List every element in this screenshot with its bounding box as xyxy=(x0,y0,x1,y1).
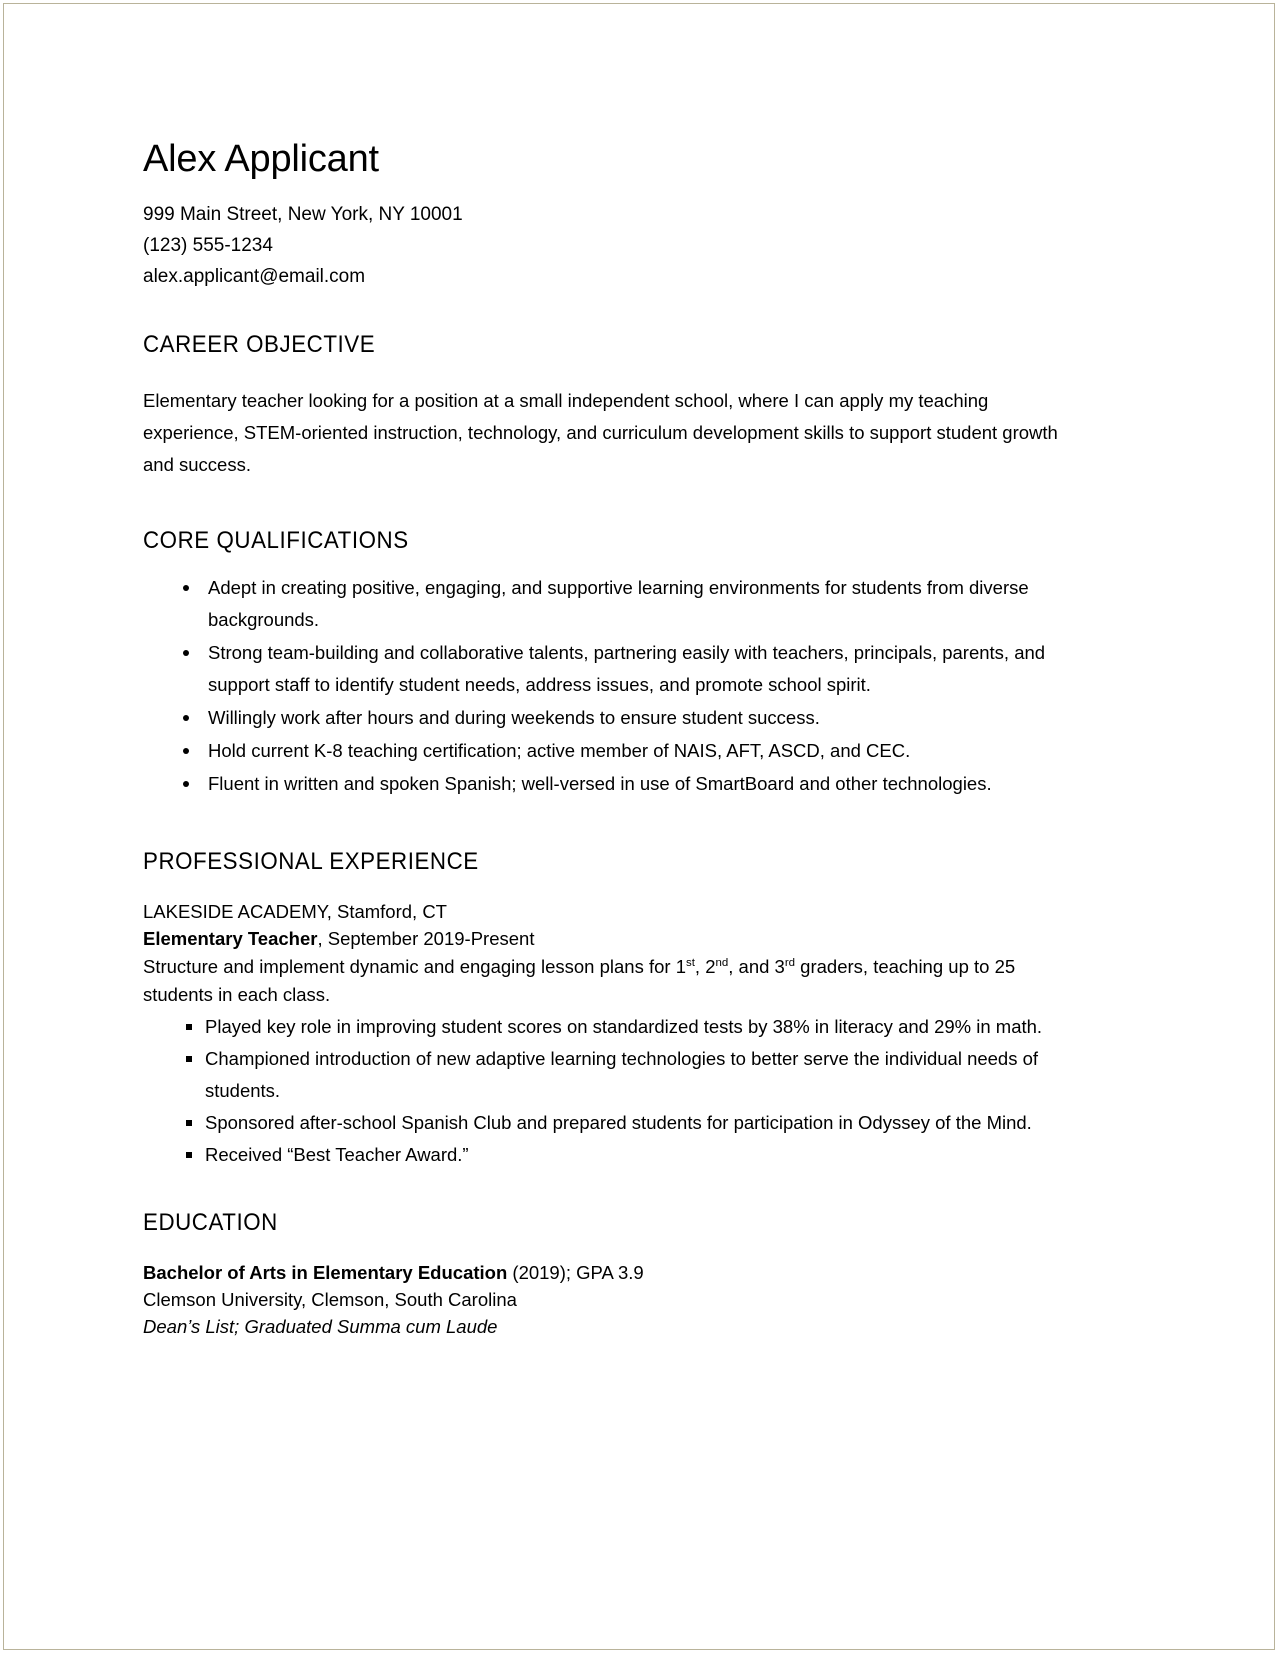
education-degree: Bachelor of Arts in Elementary Education xyxy=(143,1261,508,1283)
section-professional-experience xyxy=(143,848,1078,1171)
applicant-name: Alex Applicant xyxy=(143,138,379,180)
resume-header xyxy=(143,140,1078,292)
section-core-qualifications xyxy=(143,527,1078,800)
section-heading-core-qualifications: CORE QUALIFICATIONS xyxy=(143,526,409,554)
ordinal-second: nd xyxy=(715,957,729,970)
section-heading-education: EDUCATION xyxy=(143,1208,278,1236)
experience-entry xyxy=(143,898,1078,1171)
education-entry xyxy=(143,1259,1078,1341)
list-item: Hold current K-8 teaching certification; active member of NAIS, AFT, ASCD, and CEC. xyxy=(143,735,1078,767)
section-heading-career-objective: CAREER OBJECTIVE xyxy=(143,331,376,359)
experience-dates: , September 2019-Present xyxy=(317,928,535,950)
education-degree-line xyxy=(143,1259,1078,1286)
education-school: Clemson University, Clemson, South Carolina xyxy=(143,1289,517,1311)
experience-employer: LAKESIDE ACADEMY, Stamford, CT xyxy=(143,900,447,922)
list-item: Sponsored after-school Spanish Club and prepared students for participation in Odyssey of the Mind. xyxy=(143,1107,1078,1139)
contact-email: alex.applicant@email.com xyxy=(143,265,366,287)
experience-description-part1: Structure and implement dynamic and engaging lesson plans for 1 xyxy=(143,956,686,978)
list-item: Adept in creating positive, engaging, and supportive learning environments for students from diverse backgrounds. xyxy=(143,572,1078,636)
education-honors: Dean’s List; Graduated Summa cum Laude xyxy=(143,1316,498,1338)
list-item: Championed introduction of new adaptive learning technologies to better serve the individual needs of students. xyxy=(143,1043,1078,1107)
list-item: Strong team-building and collaborative talents, partnering easily with teachers, principals, parents, and support staff to identify student needs, address issues, and promote school spirit. xyxy=(143,637,1078,701)
section-education xyxy=(143,1209,1078,1341)
resume-document xyxy=(143,140,1078,1341)
career-objective-paragraph: Elementary teacher looking for a position at a small independent school, where I can apply my teaching experience, STEM-oriented instruction, technology, and curriculum development skills to support student growth and success. xyxy=(143,390,1058,475)
core-qualifications-list xyxy=(143,572,1078,800)
experience-description xyxy=(143,953,1078,1009)
education-degree-detail: (2019); GPA 3.9 xyxy=(507,1261,644,1283)
experience-job-title: Elementary Teacher xyxy=(143,928,318,950)
list-item: Willingly work after hours and during weekends to ensure student success. xyxy=(143,702,1078,734)
experience-bullets-list xyxy=(143,1011,1078,1171)
section-heading-professional-experience: PROFESSIONAL EXPERIENCE xyxy=(143,847,479,875)
ordinal-first: st xyxy=(686,957,695,970)
list-item: Played key role in improving student scores on standardized tests by 38% in literacy and 29% in math. xyxy=(143,1011,1078,1043)
experience-description-part4: graders, teaching up to 25 students in each class. xyxy=(143,956,1016,1005)
experience-description-part2: , 2 xyxy=(694,956,716,978)
experience-description-part3: , and 3 xyxy=(728,956,785,978)
section-career-objective xyxy=(143,331,1078,480)
list-item: Fluent in written and spoken Spanish; well-versed in use of SmartBoard and other technologies. xyxy=(143,768,1078,800)
contact-address: 999 Main Street, New York, NY 10001 xyxy=(143,204,463,225)
list-item: Received “Best Teacher Award.” xyxy=(143,1139,1078,1171)
ordinal-third: rd xyxy=(784,957,796,970)
contact-phone: (123) 555-1234 xyxy=(143,234,273,256)
experience-title-line xyxy=(143,925,1078,953)
